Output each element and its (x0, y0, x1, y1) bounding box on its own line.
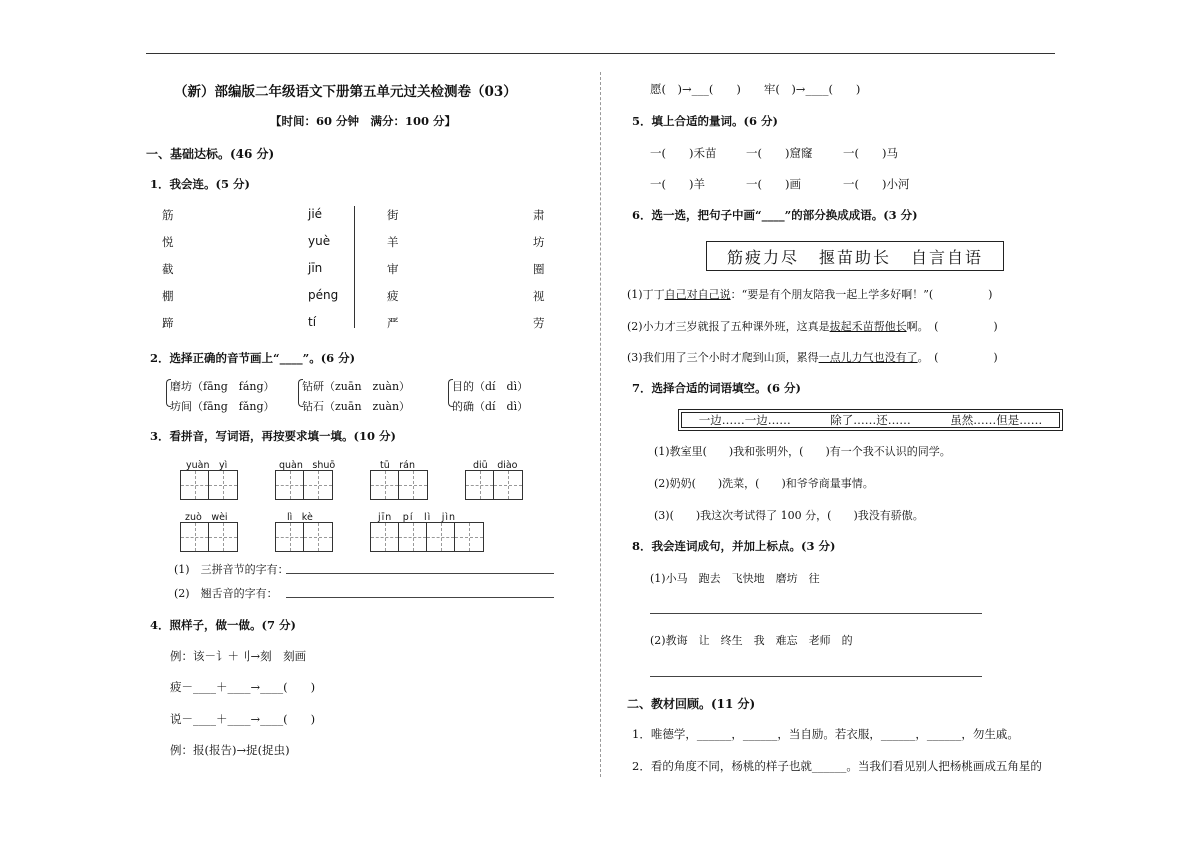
q4-line-3: 愿( )→___( ) 牢( )→____( ) (650, 82, 861, 96)
q1-label: 1．我会连。(5 分) (150, 177, 250, 191)
q2-option[interactable]: 磨坊（fāng fáng） (170, 380, 275, 393)
q3-pinyin: tū rán (380, 460, 415, 471)
review-q2: 2．看的角度不同，杨桃的样子也就______。当我们看见别人把杨桃画成五角星的 (632, 759, 1042, 773)
q7-option: 一边……一边…… (698, 413, 791, 427)
review-q1: 1．唯德学，______，______，当自励。若衣服，______，______，勿生戚。 (632, 727, 1019, 741)
q6-idiom: 揠苗助长 (818, 247, 891, 267)
q1-char: 蹄 (162, 316, 174, 330)
q8-label: 8．我会连词成句，并加上标点。(3 分) (632, 539, 836, 553)
q6-sentence-3: (3)我们用了三个小时才爬到山顶，累得一点儿力气也没有了。 ( ) (627, 351, 998, 364)
q6-idiom: 自言自语 (911, 247, 984, 267)
q6-label: 6．选一选，把句子中画“____”的部分换成成语。(3 分) (632, 208, 918, 222)
q3-grid[interactable] (275, 522, 333, 552)
q5-item: 一( )马 (843, 146, 898, 160)
q7-sentence-3: (3)( )我这次考试得了 100 分，( )我没有骄傲。 (654, 509, 924, 522)
q6-sentence-2: (2)小力才三岁就报了五种课外班，这真是拔起禾苗帮他长啊。 ( ) (627, 320, 998, 333)
q1-char: 劳 (533, 316, 545, 330)
q1-char: 街 (387, 208, 399, 222)
q1-char: 筋 (162, 208, 174, 222)
section-2-heading: 二、教材回顾。(11 分) (627, 697, 756, 711)
section-1-heading: 一、基础达标。(46 分) (146, 147, 275, 161)
q3-pinyin: yuàn yì (186, 460, 228, 471)
q8-sentence-1: (1)小马 跑去 飞快地 磨坊 往 (650, 572, 820, 585)
q4-line-2: 说－____＋____→____( ) (170, 712, 316, 726)
q1-pinyin: péng (308, 288, 339, 302)
q5-label: 5．填上合适的量词。(6 分) (632, 114, 778, 128)
q3-label: 3．看拼音，写词语，再按要求填一填。(10 分) (150, 429, 396, 443)
q3-grid[interactable] (370, 470, 428, 500)
q3-grid[interactable] (180, 522, 238, 552)
q7-sentence-2: (2)奶奶( )洗菜，( )和爷爷商量事情。 (654, 477, 874, 490)
q1-char: 圈 (533, 262, 545, 276)
q2-label: 2．选择正确的音节画上“____”。(6 分) (150, 351, 356, 365)
q5-item: 一( )禾苗 (650, 146, 717, 160)
q3-grid[interactable] (370, 522, 484, 552)
q1-pinyin: tí (308, 315, 317, 329)
top-rule (146, 53, 1055, 54)
q3-pinyin: quàn shuō (279, 460, 336, 471)
q1-char: 棚 (162, 289, 174, 303)
q5-item: 一( )小河 (843, 177, 910, 191)
q6-sentence-1: (1)丁丁自己对自己说：“要是有个朋友陪我一起上学多好啊！”( ) (627, 288, 993, 301)
q3-pinyin: zuò wèi (185, 512, 228, 523)
q1-pinyin: jīn (308, 261, 323, 275)
q1-char: 审 (387, 262, 399, 276)
q5-item: 一( )画 (746, 177, 801, 191)
q1-divider (354, 206, 355, 328)
q3-grid[interactable] (180, 470, 238, 500)
q3-pinyin: jīn pí lì jìn (378, 512, 457, 523)
q4-label: 4．照样子，做一做。(7 分) (150, 618, 296, 632)
q1-pinyin: yuè (308, 234, 331, 248)
q7-options-box (678, 409, 1063, 431)
q3-pinyin: diū diào (473, 460, 518, 471)
page-title: （新）部编版二年级语文下册第五单元过关检测卷（03） (174, 84, 517, 100)
q2-option[interactable]: 钻石（zuān zuàn） (302, 400, 411, 413)
q7-option: 除了……还…… (830, 413, 911, 427)
column-divider (600, 72, 601, 777)
q1-char: 视 (533, 289, 545, 303)
q2-option[interactable]: 的确（dí dì） (452, 400, 529, 413)
q1-char: 截 (162, 262, 174, 276)
q1-char: 羊 (387, 235, 399, 249)
q2-option[interactable]: 目的（dí dì） (452, 380, 529, 393)
q1-char: 肃 (533, 208, 545, 222)
q3-sub1-answer-line[interactable] (286, 573, 554, 574)
q2-option[interactable]: 坊间（fāng fǎng） (170, 400, 275, 413)
q3-grid[interactable] (275, 470, 333, 500)
q5-item: 一( )羊 (650, 177, 705, 191)
q6-idiom: 筋疲力尽 (726, 247, 799, 267)
page-subtitle: 【时间：60 分钟 满分：100 分】 (270, 114, 457, 128)
q7-label: 7．选择合适的词语填空。(6 分) (632, 381, 801, 395)
q1-char: 悦 (162, 235, 174, 249)
q4-line-1: 疲－____＋____→____( ) (170, 680, 316, 694)
q4-example-2: 例：报(报告)→捉(捉虫) (170, 743, 290, 757)
q1-pinyin: jié (308, 207, 323, 221)
q7-option: 虽然……但是…… (950, 413, 1043, 427)
q2-option[interactable]: 钻研（zuān zuàn） (302, 380, 411, 393)
q3-sub2-label: (2) 翘舌音的字有： (174, 587, 278, 600)
q1-char: 疲 (387, 289, 399, 303)
q8-sentence-2: (2)教诲 让 终生 我 难忘 老师 的 (650, 634, 853, 647)
q8-answer-line-2[interactable] (650, 676, 982, 677)
q3-sub1-label: (1) 三拼音节的字有： (174, 563, 289, 576)
q4-example-1: 例：该－讠＋刂→刻 刻画 (170, 649, 307, 663)
q1-char: 坊 (533, 235, 545, 249)
q1-char: 严 (387, 316, 399, 330)
q5-item: 一( )窟窿 (746, 146, 813, 160)
q3-pinyin: lì kè (287, 512, 313, 523)
q3-grid[interactable] (465, 470, 523, 500)
q8-answer-line-1[interactable] (650, 613, 982, 614)
q6-idiom-box (706, 241, 1004, 271)
q3-sub2-answer-line[interactable] (286, 597, 554, 598)
q7-sentence-1: (1)教室里( )我和张明外，( )有一个我不认识的同学。 (654, 445, 951, 458)
